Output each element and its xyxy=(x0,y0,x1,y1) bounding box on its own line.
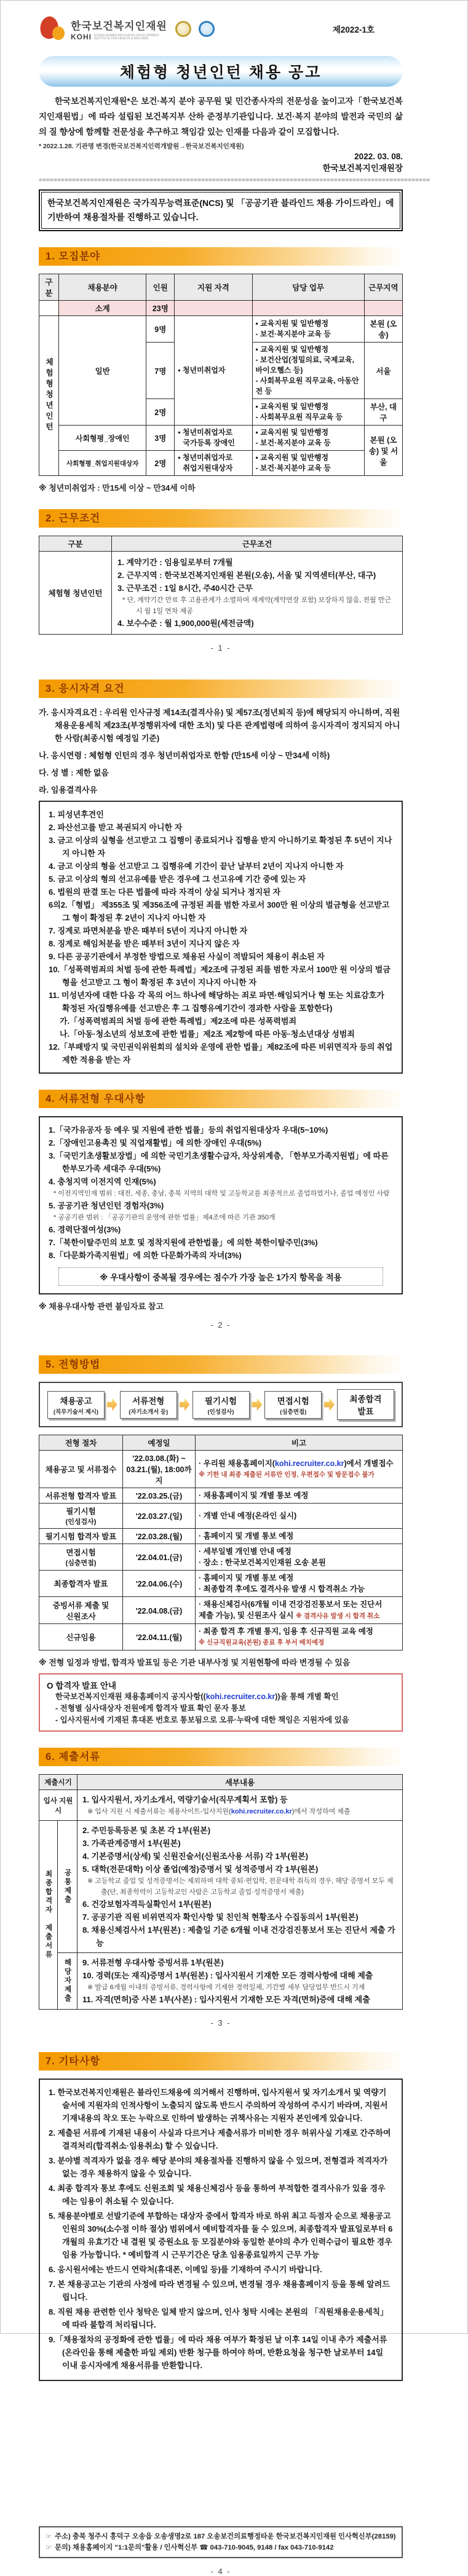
recruit-fields-table xyxy=(39,274,403,476)
page-marker-1: - 1 - xyxy=(210,643,231,652)
section-heading-selection-process: 5. 전형방법 xyxy=(39,1355,403,1374)
eligibility-para-b xyxy=(39,749,403,762)
schedule-date: '22.03.28.(월) xyxy=(123,1529,196,1544)
pass-announcement-alert-box: O 합격자 발표 안내 한국보건복지인재원 채용홈페이지 공지사항((kohi.recruiter.co.kr))을 통해 개별 확인 - 전형별 심사대상자 전원에게 합격자 발표 확인 문자 통보 - 입사지원서에 기재된 휴대폰 번호로 통보됨으로 오류·누락에 대한 책임은 지원자에 있음 xyxy=(39,1673,403,1732)
recruit-site-link[interactable]: kohi.recruiter.co.kr xyxy=(205,1692,276,1701)
disqualification-box: 1. 피성년후견인 2. 파산선고를 받고 복권되지 아니한 자 3. 금고 이상의 실형을 선고받고 그 집행이 종료되거나 집행을 받지 아니하기로 확정된 후 5년이 지나지 아니한 자 4. 금고 이상의 형을 선고받고 그 집행유예 기간이 끝난 날부터 2년이 지나지 아니한 자 5. 금고 이상의 형의 선고유예를 받은 경우에 그 선고유예 기간 중에 있는 자 6. 법원의 판결 또는 다른 법률에 따라 자격이 상실 되거나 정지된 자 6의2.「형법」 제355조 및 제356조에 규정된 죄를 범한 자로서 300만 원 이상의 벌금형을 선고받고 그 형이 확정된 후 2년이 지나지 아니한 자 7. 징계로 파면처분을 받은 때부터 5년이 지나지 아니한 자 8. 징계로 해임처분을 받은 때부터 3년이 지나지 않은 자 9. 다른 공공기관에서 부정한 방법으로 채용된 사실이 적발되어 채용이 취소된 자 10.「성폭력범죄의 처벌 등에 관한 특례법」제2조에 규정된 죄를 범한 자로서 100만 원 이상의 벌금형을 선고받고 그 형이 확정된 후 3년이 지나지 아니한 자 11. 미성년자에 대한 다음 각 목의 어느 하나에 해당하는 죄로 파면·해임되거나 형 또는 치료감호가 확정된 자(집행유예를 선고받은 후 그 집행유예기간이 경과한 사람을 포함한다) 가.「성폭력범죄의 처벌 등에 관한 특례법」제2조에 따른 성폭력범죄 나.「아동·청소년의 성보호에 관한 법률」제2조 제2항에 따른 아동·청소년대상 성범죄 12.「부패방지 및 국민권익위원회의 설치와 운영에 관한 법률」제82조에 따른 비위면직자 등의 취업제한 적용을 받는 자 xyxy=(39,801,403,1074)
org-abbr: KOHI xyxy=(71,32,92,41)
table-header-row xyxy=(39,536,403,552)
recruit-site-link[interactable]: kohi.recruiter.co.kr xyxy=(274,1459,344,1468)
schedule-row xyxy=(39,1504,403,1529)
recruit-site-link[interactable]: kohi.recruiter.co.kr xyxy=(231,1808,292,1815)
common-submit-label: 공통제출 xyxy=(63,1869,71,1904)
col-header: 구분 xyxy=(39,536,112,552)
schedule-step: 필기시험 합격자 발표 xyxy=(39,1529,123,1544)
eligibility-para-c xyxy=(39,766,403,779)
misc-box: 1. 한국보건복지인재원은 블라인드채용에 의거해서 진행하며, 입사지원서 및 자기소개서 및 역량기술서에 지원자의 인적사항이 노출되지 않도록 반드시 주의하여 작성하여 주시기 바라며, 지원서 기재내용의 착오 또는 누락으로 인하여 발생하는 귀책사유는 지원자 본인에게 있습니다. 2. 제출된 서류에 기재된 내용이 사실과 다르거나 제출서류가 미비한 경우 허위사실 기재로 간주하여 결격처리(합격취소·임용취소) 할 수 있습니다. 3. 분야별 적격자가 없을 경우 해당 분야의 채용절차를 진행하지 않을 수 있으며, 전형결과 적격자가 없는 경우 채용하지 않을 수 있습니다. 4. 최종 합격자 통보 후에도 신원조회 및 채용신체검사 등을 통하여 부적합한 결격사유가 있을 경우에는 임용이 취소될 수 있습니다. 5. 채용분야별로 선발기준에 부합하는 대상자 중에서 합격자 바로 하위 최고 득점자 순으로 채용공고 인원의 30%(소수점 이하 절상) 범위에서 예비합격자를 둘 수 있으며, 최종합격자 발표일로부터 6개월의 유효기간 내 결원 및 증원소요 등 모집분야와 동일한 분야의 추가 인력수급이 필요한 경우 임용 가능합니다. * 예비합격 시 근무기간은 당초 임용종료일까지 근무 가능 6. 응시원서에는 반드시 연락처(휴대폰, 이메일 등)를 기재하여 주시기 바랍니다. 7. 본 채용공고는 기관의 사정에 따라 변경될 수 있으며, 변경될 경우 채용홈페이지 등을 통해 알려드립니다. 8. 직원 채용 관련한 인사 청탁은 일체 받지 않으며, 인사 청탁 시에는 본원의 「직원채용운용세칙」에 따라 불합격 처리됩니다. 9.「채용절차의 공정화에 관한 법률」에 따라 채용 여부가 확정된 날 이후 14일 이내 추가 제출서류(온라인을 통해 제출한 파일 제외) 반환 청구를 하여야 하며, 반환요청을 청구한 날로부터 14일 이내 응시자에게 채용서류를 반환합니다. xyxy=(39,2079,403,2381)
schedule-note: 제출 가능), 및 신원조사 실시 xyxy=(199,1611,294,1620)
conditions-cell: 1. 계약기간 : 임용일로부터 7개월 2. 근무지역 : 한국보건복지인재원 본원(오송), 서울 및 지역센터(부산, 대구) 3. 근무조건 : 1일 8시간, 주40시간 근무 * 단, 계약기간 만료 후 고용관계가 소멸하며 재계약(계약연장 포함) 보장하지 않음, 전월 만근 시 월 1일 연차 제공 4. 보수수준 : 월 1,900,000원(세전금액) xyxy=(112,552,403,635)
schedule-note: · 홈페이지 및 개별 통보 예정 xyxy=(199,1574,294,1582)
duty-line: - 보건·복지분야 교육 등 xyxy=(255,438,331,447)
para-body: : 체험형 인턴의 경우 청년미취업자로 한함 (만15세 이상 ~ 만34세 이하) xyxy=(82,751,330,760)
qualification-line: 국가등록 장애인 xyxy=(183,438,235,447)
section-heading-work-conditions: 2. 근무조건 xyxy=(39,509,403,528)
arrow-right-icon xyxy=(107,1398,117,1411)
document-item: 1. 입사지원서, 자기소개서, 역량기술서(직무계획서 포함) 등 xyxy=(82,1795,288,1804)
footer-address: 주소) 충북 청주시 흥덕구 오송읍 오송생명2로 187 오송보건의료행정타운 한국보건복지인재원 인사혁신부(28159) xyxy=(55,2533,396,2540)
headcount: 9명 xyxy=(146,316,175,343)
schedule-row xyxy=(39,1624,403,1651)
schedule-row: 채용공고 및 서류접수 '22.03.08.(화) ~ 03.21.(월), 18:00까지 · 우리원 채용홈페이지(kohi.recruiter.co.kr)에서 개별접수 ※ 기한 내 최종 제출된 서류만 인정, 우편접수 및 방문접수 불가 xyxy=(39,1451,403,1488)
ncs-notice-box xyxy=(39,189,403,231)
schedule-step-sub: (심층면접) xyxy=(65,1559,97,1567)
document-number: 제2022-1호 xyxy=(332,25,375,34)
eligible-documents-cell: 9. 서류전형 우대사항 증빙서류 1부(원본) 10. 경력(또는 재직)증명서 1부(원본) : 입사지원서 기재한 모든 경력사항에 대해 제출 ※ 발급 6개월 이내의 증빙서류, 경력사항에 기재한 경력일체, 기간별 세부 담당업무 반드시 기재 11. 자격(면허)증 사본 1부(사본) : 입사지원서 기재한 모든 자격(면허)증에 대해 제출 xyxy=(77,1953,403,2010)
schedule-note: · 최종 합격 후 개별 통지, 임용 후 신규직원 교육 예정 xyxy=(199,1627,373,1636)
flow-step-final-announcement: 최종합격 발표 xyxy=(337,1389,394,1420)
schedule-note: · 장소 : 한국보건복지인재원 오송 본원 xyxy=(199,1558,326,1567)
field-general: 일반 xyxy=(59,316,146,426)
section-heading-eligibility: 3. 응시자격 요건 xyxy=(39,680,403,698)
schedule-step: 서류전형 합격자 발표 xyxy=(39,1488,123,1504)
schedule-step: 필기시험 xyxy=(66,1507,96,1516)
col-header: 예정일 xyxy=(123,1435,196,1451)
common-documents-cell: 2. 주민등록등본 및 초본 각 1부(원본) 3. 가족관계증명서 1부(원본) 4. 기본증명서(상세) 및 신원진술서(신원조사용 서류) 각 1부(원본) 5. 대학(전문대학) 이상 졸업(예정)증명서 및 성적증명서 각 1부(원본) ※ 고등학교 졸업 및 성적증명서는 제외하며 대학 중퇴·편입학, 전문대학 취득의 경우, 해당 증명서 모두 제출(단, 최종학력이 고등학교인 사람은 고등학교 졸업·성적증명서 제출) 6. 건강보험자격득실확인서 1부(원본) 7. 공공기관 직원 비위면직자 확인사항 및 친인척 현황조사 수집동의서 1부(원본) 8. 채용신체검사서 1부(원본) : 제출일 기준 6개월 이내 건강검진통보서 또는 진단서 제출 가능 xyxy=(77,1821,403,1953)
col-header: 제출시기 xyxy=(39,1775,77,1790)
schedule-note-red: ※ 결격사유 발생 시 합격 취소 xyxy=(295,1612,380,1620)
eligible-submit-label: 해당자제출 xyxy=(63,1959,71,2003)
page-marker-4: - 4 - xyxy=(210,2567,231,2576)
kohi-logo xyxy=(39,15,215,42)
para-body: : 우리원 인사규정 제14조(결격사유) 및 제57조(정년퇴직 등)에 해당되지 아니하며, 직원채용운용세칙 제23조(부정행위자에 대한 조치) 및 다른 관계법령에 의하여 응시자격이 정지되지 아니한 사람(최종시험 예정일 기준) xyxy=(55,708,400,743)
col-header: 근무조건 xyxy=(112,536,403,552)
schedule-date: 03.21.(월), 18:00까지 xyxy=(126,1465,192,1485)
schedule-step: 신규임용 xyxy=(39,1624,123,1651)
col-header: 구분 xyxy=(39,274,59,301)
page-marker-2: - 2 - xyxy=(210,1320,231,1330)
col-header: 근무지역 xyxy=(364,274,402,301)
work-conditions-table xyxy=(39,536,403,635)
schedule-note: · 세부일별 개인별 안내 예정 xyxy=(199,1547,292,1556)
field-social-equity-disabled: 사회형평_장애인 xyxy=(59,426,146,451)
work-region: 서울 xyxy=(364,343,402,399)
eligibility-para-a xyxy=(39,706,403,745)
ncs-notice-text: 한국보건복지인재원은 국가직무능력표준(NCS) 및 「공공기관 블라인드 채용 가이드라인」에 기반하여 채용절차를 진행하고 있습니다. xyxy=(47,198,394,222)
schedule-date: '22.04.01.(금) xyxy=(123,1544,196,1571)
col-header: 채용분야 xyxy=(59,274,146,301)
page-title: 체험형 청년인턴 채용 공고 xyxy=(119,64,322,81)
headcount: 2명 xyxy=(146,399,175,426)
para-label: 다. 성 별 xyxy=(39,768,69,777)
schedule-note-red: ※ 기한 내 최종 제출된 서류만 인정, 우편접수 및 방문접수 불가 xyxy=(199,1471,375,1478)
duty-line: ▪ 교육지원 및 일반행정 xyxy=(255,428,329,437)
preference-overlap-note: ※ 우대사항이 중복될 경우에는 점수가 가장 높은 1가지 항목을 적용 xyxy=(58,1267,383,1286)
para-label: 가. 응시자격요건 xyxy=(39,708,98,717)
pointing-hand-icon: ☞ xyxy=(46,2533,52,2540)
qualification-line: ▪ 청년미취업자로 xyxy=(178,428,233,437)
field-social-equity-employment: 사회형평_취업지원대상자 xyxy=(59,451,146,476)
qualification: ▪ 청년미취업자 xyxy=(175,316,252,426)
qualification-line: 취업지원대상자 xyxy=(183,464,233,472)
page-marker-3: - 3 - xyxy=(210,2018,231,2027)
table-header-row xyxy=(39,274,403,301)
footer-contact: 문의) 채용홈페이지 "1:1문의"활용 / 인사혁신부 ☎ 043-710-9045, 9148 / fax 043-710-9142 xyxy=(55,2544,334,2551)
schedule-row xyxy=(39,1571,403,1597)
subtotal-row xyxy=(39,301,403,316)
section-heading-documents: 6. 제출서류 xyxy=(39,1748,403,1766)
document-header xyxy=(39,1,403,49)
arrow-right-icon xyxy=(180,1398,190,1411)
qualification-line: ▪ 청년미취업자로 xyxy=(178,453,233,462)
org-rename-note: * 2022.1.28. 기관명 변경(한국보건복지인력개발원→한국보건복지인재원) xyxy=(39,143,244,150)
table-row xyxy=(39,1953,403,2010)
org-tagline: KOREA HUMAN RESOURCE DEVELOPMENT INSTITUTE FOR HEALTH & WELFARE xyxy=(94,33,159,41)
table-row xyxy=(39,451,403,476)
table-row xyxy=(39,1821,403,1953)
certification-emblem-gold-icon xyxy=(175,21,191,37)
eligibility-para-d xyxy=(39,783,403,796)
intro-paragraph: 한국보건복지인재원*은 보건·복지 분야 공무원 및 민간종사자의 전문성을 높이고자「한국보건복지인재원법」에 따라 설립된 보건복지부 산하 준정부기관입니다. 보건·복지 분야의 발전과 국민의 삶의 질 향상에 함께할 전문성을 추구하고 책임감 있는 인재를 다음과 같이 모집합니다. xyxy=(39,97,403,137)
submit-time-final: 최종합격자 제출서류 xyxy=(44,1870,52,1960)
flow-step-written-test: 필기시험 (인성검사) xyxy=(192,1391,250,1419)
para-label: 나. 응시연령 xyxy=(39,751,82,760)
schedule-date: '22.04.11.(월) xyxy=(123,1624,196,1651)
arrow-right-icon xyxy=(252,1398,262,1411)
arrow-right-icon xyxy=(324,1398,335,1411)
required-documents-table xyxy=(39,1774,403,2010)
col-header: 지원 자격 xyxy=(175,274,252,301)
schedule-step: 증빙서류 제출 및 xyxy=(52,1601,109,1610)
schedule-step-sub: (인성검사) xyxy=(65,1518,97,1526)
para-label: 라. 임용결격사유 xyxy=(39,785,98,795)
selection-schedule-table xyxy=(39,1435,403,1651)
schedule-note: · 홈페이지 및 개별 통보 예정 xyxy=(196,1529,403,1544)
schedule-date: '22.04.08.(금) xyxy=(123,1597,196,1624)
org-name: 한국보건복지인재원 xyxy=(71,20,167,32)
headcount: 7명 xyxy=(146,343,175,399)
schedule-row xyxy=(39,1597,403,1624)
intern-type-label: 체험형청년인턴 xyxy=(44,358,54,434)
duty-line: - 사회복무요원 직무교육 등 xyxy=(255,413,343,421)
schedule-note-red: ※ 신규직원교육(본원) 종료 후 부서 배치예정 xyxy=(199,1639,325,1646)
certification-emblem-blue-icon xyxy=(199,21,215,37)
preferences-list: 1.「국가유공자 등 예우 및 지원에 관한 법률」등의 취업지원대상자 우대(5~10%) 2.「장애인고용촉진 및 직업재활법」에 의한 장애인 우대(5%) 3.「국민기초생활보장법」에 의한 국민기초생활수급자, 차상위계층, 「한부모가족지원법」에 따른 한부모가족 세대주 우대(5%) 4. 충청지역 이전지역 인재(5%) * 이전지역인재 범위 : 대전, 세종, 충남, 충북 지역의 대학 및 고등학교를 최종적으로 졸업하였거나, 졸업 예정인 사람 5. 공공기관 청년인턴 경험자(3%) * 공공기관 범위 : 「공공기관의 운영에 관한 법률」제4조에 따른 기관 350개 6. 경력단절여성(3%) 7.「북한이탈주민의 보호 및 정착지원에 관한법률」에 의한 북한이탈주민(3%) 8.「다문화가족지원법」에 의한 다문화가족의 자녀(3%) xyxy=(49,1125,390,1260)
subtotal-count: 23명 xyxy=(146,301,175,316)
schedule-note: · 채용신체검사(6개월 이내 건강검진통보서 또는 진단서 xyxy=(199,1600,383,1609)
section-heading-preferences: 4. 서류전형 우대사항 xyxy=(39,1090,403,1108)
duty-line: - 사회복무요원 직무교육, 아동안전 등 xyxy=(255,376,359,395)
kohi-logo-icon xyxy=(39,15,66,42)
para-body: : 제한 없음 xyxy=(68,768,109,777)
headcount: 3명 xyxy=(146,426,175,451)
work-region: 부산, 대구 xyxy=(364,399,402,426)
table-row xyxy=(39,552,403,635)
duty-line: - 보건·복지분야 교육 등 xyxy=(255,464,331,472)
schedule-change-note: ※ 전형 일정과 방법, 합격자 발표일 등은 기관 내부사정 및 지원현황에 따라 변경될 수 있음 xyxy=(39,1658,351,1667)
duty-line: - 보건·복지분야 교육 등 xyxy=(255,330,331,338)
col-header: 세부내용 xyxy=(77,1775,403,1790)
table-row xyxy=(39,426,403,451)
title-banner xyxy=(39,56,403,87)
pointing-hand-icon: ☞ xyxy=(46,2544,52,2551)
table-header-row xyxy=(39,1775,403,1790)
flow-step-announcement: 채용공고 (직무기술서 제시) xyxy=(47,1391,105,1419)
table-row xyxy=(39,316,403,343)
flow-step-interview: 면접시험 (심층면접) xyxy=(264,1391,322,1419)
flow-step-document-screening: 서류전형 (자기소개서 등) xyxy=(120,1391,177,1419)
work-region: 본원 (오송) xyxy=(364,316,402,343)
row-label: 체험형 청년인턴 xyxy=(39,552,112,635)
schedule-note: · 최종합격 후에도 결격사유 발생 시 합격취소 가능 xyxy=(199,1585,365,1593)
schedule-date: '22.03.08.(화) ~ xyxy=(132,1454,186,1463)
selection-flow-diagram xyxy=(39,1382,403,1427)
schedule-row xyxy=(39,1544,403,1571)
divider-line: ========================================================================================================== xyxy=(39,178,430,184)
schedule-row xyxy=(39,1529,403,1544)
preferences-box xyxy=(39,1116,403,1294)
col-header: 비고 xyxy=(196,1435,403,1451)
section-heading-recruit-fields: 1. 모집분야 xyxy=(39,247,403,266)
schedule-row xyxy=(39,1488,403,1504)
schedule-step: 신원조사 xyxy=(66,1612,96,1621)
submit-time-apply: 입사 지원 시 xyxy=(39,1790,77,1821)
schedule-note: · 개별 안내 예정(온라인 실시) xyxy=(196,1504,403,1529)
alert-title: O 합격자 발표 안내 xyxy=(47,1681,117,1690)
duty-line: ▪ 교육지원 및 일반행정 xyxy=(255,319,329,328)
headcount: 2명 xyxy=(146,451,175,476)
alert-line: - 전형별 심사대상자 전원에게 합격자 발표 확인 문자 통보 xyxy=(55,1704,246,1713)
schedule-date: '22.03.27.(일) xyxy=(123,1504,196,1529)
schedule-date: '22.04.06.(수) xyxy=(123,1571,196,1597)
schedule-date: '22.03.25.(금) xyxy=(123,1488,196,1504)
duty-line: ▪ 교육지원 및 일반행정 xyxy=(255,402,329,411)
section-heading-misc: 7. 기타사항 xyxy=(39,2052,403,2071)
col-header: 인원 xyxy=(146,274,175,301)
signer-title: 한국보건복지인재원장 xyxy=(322,164,403,173)
duty-line: ▪ 교육지원 및 일반행정 xyxy=(255,345,329,354)
work-region: 본원 (오송) 및 서울 xyxy=(364,426,402,476)
subtotal-label: 소계 xyxy=(59,301,146,316)
schedule-step: 최종합격자 발표 xyxy=(39,1571,123,1597)
duty-line: - 보건산업(정밀의료, 국제교육, 바이오헬스 등) xyxy=(255,355,354,375)
schedule-note: · 채용홈페이지 및 개별 통보 예정 xyxy=(196,1488,403,1504)
col-header: 담당 업무 xyxy=(252,274,364,301)
table-row: 입사 지원 시 1. 입사지원서, 자기소개서, 역량기술서(직무계획서 포함) 등 ※ 입사 지원 시 제출서류는 채용사이트-입사지원(kohi.recruiter.co.kr)에서 작성하여 제출 xyxy=(39,1790,403,1821)
alert-line: - 입사지원서에 기재된 휴대폰 번호로 통보됨으로 오류·누락에 대한 책임은 지원자에 있음 xyxy=(55,1716,349,1724)
attachment-note: ※ 채용우대사항 관련 붙임자료 참고 xyxy=(39,1302,164,1311)
schedule-step: 면접시험 xyxy=(66,1548,96,1557)
schedule-step: 채용공고 및 서류접수 xyxy=(39,1451,123,1488)
announcement-date: 2022. 03. 08. xyxy=(354,152,403,161)
table-header-row xyxy=(39,1435,403,1451)
duty-line: ▪ 교육지원 및 일반행정 xyxy=(255,453,329,462)
col-header: 전형 절차 xyxy=(39,1435,123,1451)
contact-footer-box xyxy=(39,2526,403,2558)
age-note: ※ 청년미취업자 : 만15세 이상 ~ 만34세 이하 xyxy=(39,483,196,493)
